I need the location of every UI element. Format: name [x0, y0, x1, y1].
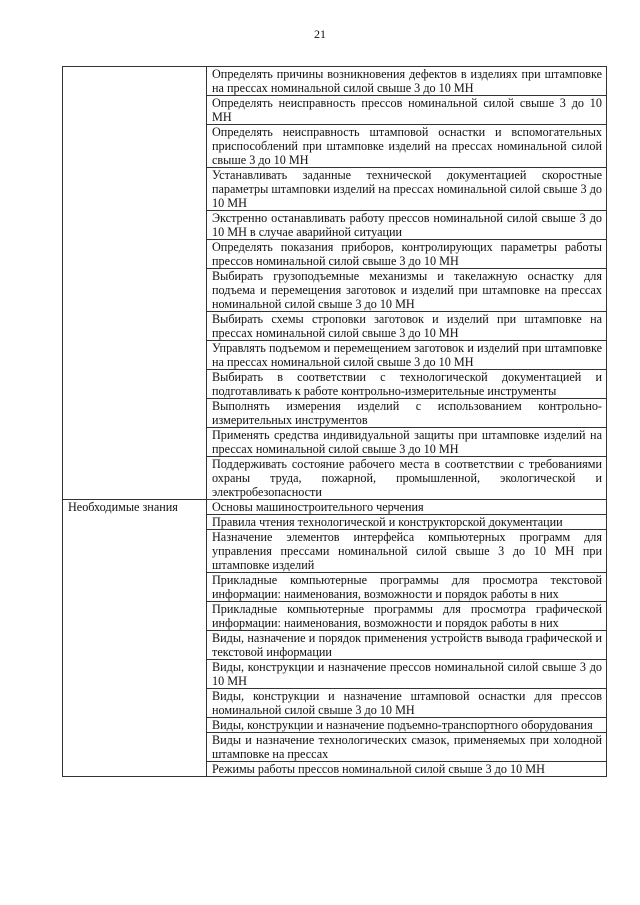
item-text: Назначение элементов интерфейса компьютерных программ для управления прессами номинальной силой свыше 3 до 10 МН при штамповке изделий — [212, 530, 602, 572]
item-text: Виды, конструкции и назначение прессов номинальной силой свыше 3 до 10 МН — [212, 660, 602, 688]
item-text: Виды, конструкции и назначение штамповой оснастки для прессов номинальной силой свыше 3 до 10 МН — [212, 689, 602, 717]
table-cell — [207, 125, 607, 168]
group-label: Необходимые знания — [63, 500, 207, 777]
table-cell — [207, 168, 607, 211]
table-cell — [207, 370, 607, 399]
page-number: 21 — [314, 27, 326, 41]
table-cell — [207, 733, 607, 762]
table-cell — [207, 211, 607, 240]
table-cell — [207, 500, 607, 515]
competency-table — [62, 66, 607, 777]
item-text: Выполнять измерения изделий с использованием контрольно-измерительных инструментов — [212, 399, 602, 427]
item-text: Устанавливать заданные технической документацией скоростные параметры штамповки изделий на прессах номинальной силой свыше 3 до 10 МН — [212, 168, 602, 210]
table-row — [63, 500, 607, 515]
table-cell — [207, 530, 607, 573]
table-cell — [207, 341, 607, 370]
item-text: Прикладные компьютерные программы для просмотра графической информации: наименования, возможности и порядок работы в них — [212, 602, 602, 630]
table-cell — [207, 689, 607, 718]
table-cell — [207, 428, 607, 457]
table-cell — [207, 660, 607, 689]
table-cell — [207, 240, 607, 269]
item-text: Основы машиностроительного черчения — [212, 500, 424, 514]
item-text: Правила чтения технологической и конструкторской документации — [212, 515, 563, 529]
item-text: Определять показания приборов, контролирующих параметры работы прессов номинальной силой свыше 3 до 10 МН — [212, 240, 602, 268]
group-label — [63, 67, 207, 500]
item-text: Поддерживать состояние рабочего места в соответствии с требованиями охраны труда, пожарной, промышленной, экологической и электробезопасности — [212, 457, 602, 499]
table-cell — [207, 718, 607, 733]
item-text: Виды и назначение технологических смазок, применяемых при холодной штамповке на прессах — [212, 733, 602, 761]
table-cell — [207, 312, 607, 341]
item-text: Экстренно останавливать работу прессов номинальной силой свыше 3 до 10 МН в случае аварийной ситуации — [212, 211, 602, 239]
table-cell — [207, 399, 607, 428]
item-text: Виды, конструкции и назначение подъемно-транспортного оборудования — [212, 718, 593, 732]
item-text: Виды, назначение и порядок применения устройств вывода графической и текстовой информации — [212, 631, 602, 659]
item-text: Управлять подъемом и перемещением заготовок и изделий при штамповке на прессах номинальной силой свыше 3 до 10 МН — [212, 341, 602, 369]
item-text: Прикладные компьютерные программы для просмотра текстовой информации: наименования, возможности и порядок работы в них — [212, 573, 602, 601]
item-text: Выбирать схемы строповки заготовок и изделий при штамповке на прессах номинальной силой свыше 3 до 10 МН — [212, 312, 602, 340]
item-text: Определять неисправность прессов номинальной силой свыше 3 до 10 МН — [212, 96, 602, 124]
table-cell — [207, 762, 607, 777]
table-row — [63, 67, 607, 96]
table-cell — [207, 269, 607, 312]
table-cell — [207, 457, 607, 500]
table-cell — [207, 573, 607, 602]
item-text: Выбирать в соответствии с технологической документацией и подготавливать к работе контрольно-измерительные инструменты — [212, 370, 602, 398]
item-text: Выбирать грузоподъемные механизмы и такелажную оснастку для подъема и перемещения заготовок и изделий при штамповке на прессах номинальной силой свыше 3 до 10 МН — [212, 269, 602, 311]
item-text: Определять причины возникновения дефектов в изделиях при штамповке на прессах номинальной силой свыше 3 до 10 МН — [212, 67, 602, 95]
table-cell — [207, 602, 607, 631]
item-text: Определять неисправность штамповой оснастки и вспомогательных приспособлений при штамповке изделий на прессах номинальной силой свыше 3 до 10 МН — [212, 125, 602, 167]
table-cell — [207, 631, 607, 660]
table-cell — [207, 67, 607, 96]
table-cell — [207, 96, 607, 125]
item-text: Применять средства индивидуальной защиты при штамповке изделий на прессах номинальной силой свыше 3 до 10 МН — [212, 428, 602, 456]
item-text: Режимы работы прессов номинальной силой свыше 3 до 10 МН — [212, 762, 545, 776]
table-cell — [207, 515, 607, 530]
